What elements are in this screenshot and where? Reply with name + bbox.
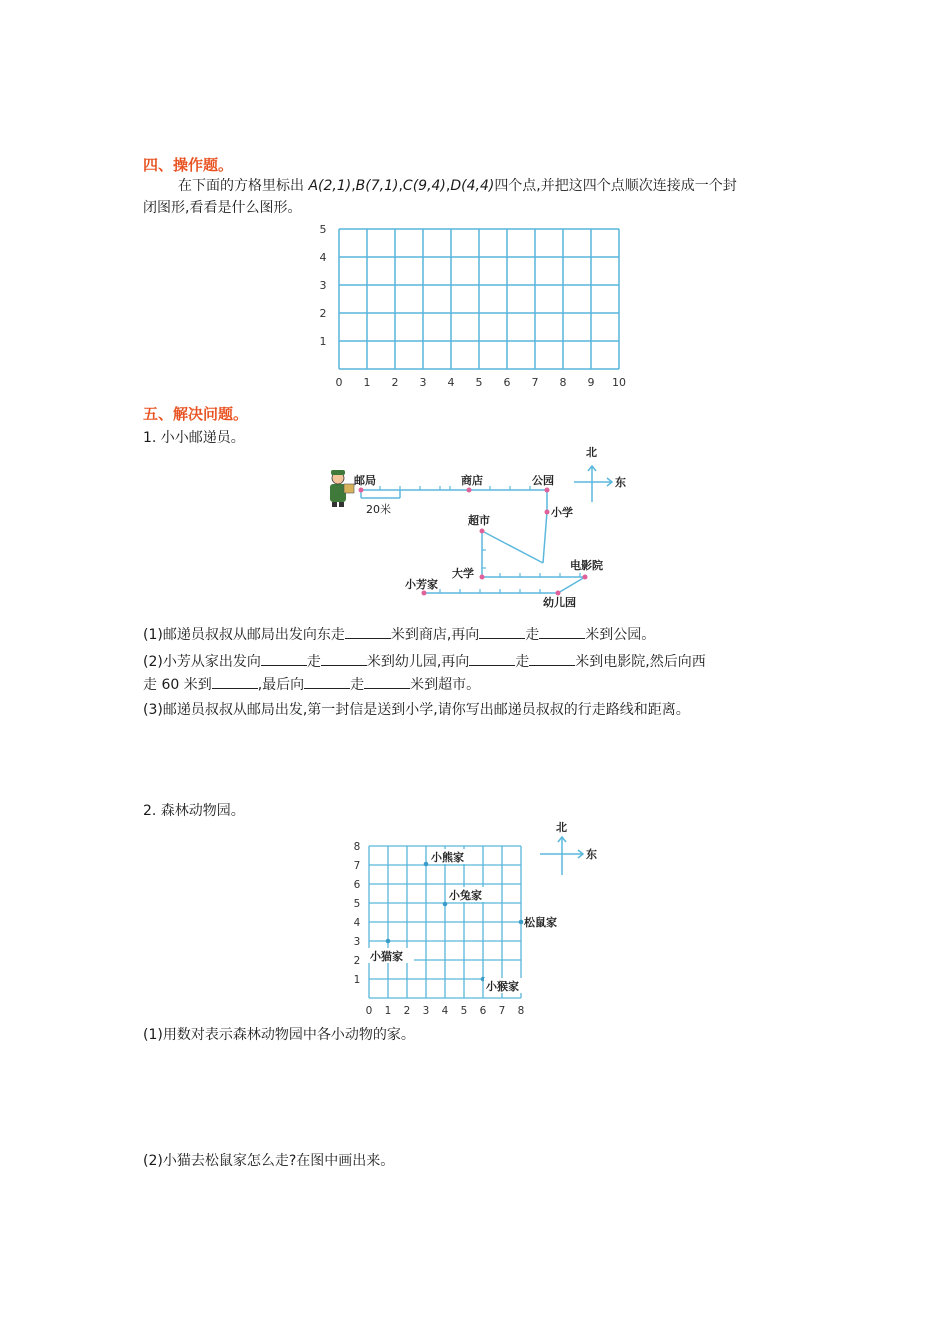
bear-home-dot — [424, 862, 429, 867]
compass-east: 东 — [615, 476, 626, 489]
point-d: D(4,4) — [450, 178, 495, 194]
answer-blank[interactable] — [345, 624, 391, 639]
section-4-instruction-line1: 在下面的方格里标出 A(2,1),B(7,1),C(9,4),D(4,4)四个点,并把这四个点顺次连接成一个封 — [178, 178, 737, 194]
x-tick-label: 1 — [384, 1005, 392, 1017]
rabbit-home-dot — [443, 902, 448, 907]
compass-east: 东 — [586, 848, 597, 861]
y-tick-label: 8 — [353, 841, 361, 853]
answer-blank[interactable] — [364, 674, 410, 689]
xiaofang-home-dot — [422, 591, 427, 596]
section-4-instruction-line2: 闭图形,看看是什么图形。 — [143, 200, 302, 216]
label-scale: 20米 — [366, 503, 391, 516]
question-1-title: 1. 小小邮递员。 — [143, 430, 245, 446]
x-tick-label: 3 — [422, 1005, 430, 1017]
label-rabbit-home: 小兔家 — [449, 889, 482, 902]
label-monkey-home: 小猴家 — [486, 980, 519, 993]
postman-icon — [330, 470, 354, 507]
school-dot — [545, 510, 550, 515]
q1-part3: (3)邮递员叔叔从邮局出发,第一封信是送到小学,请你写出邮递员叔叔的行走路线和距离。 — [143, 702, 690, 718]
cat-home-dot — [386, 939, 391, 944]
q1-p2b-text: 米到超市。 — [410, 677, 481, 693]
supermarket-dot — [480, 529, 485, 534]
label-xiaofang-home: 小芳家 — [405, 578, 438, 591]
label-kindergarten: 幼儿园 — [543, 596, 576, 609]
route-diagonal-to-supermarket — [482, 531, 543, 563]
q1-part2 — [143, 651, 706, 673]
compass-icon — [574, 466, 612, 502]
question-2-title: 2. 森林动物园。 — [143, 803, 245, 819]
label-university: 大学 — [452, 567, 474, 580]
q1-p2b-text: 走 60 米到 — [143, 677, 212, 693]
y-tick-label: 3 — [353, 936, 361, 948]
x-tick-label: 2 — [391, 376, 399, 389]
answer-blank[interactable] — [212, 674, 258, 689]
q1-p2-text: 米到幼儿园,再向 — [366, 654, 470, 670]
section-5-heading: 五、解决问题。 — [143, 405, 249, 423]
x-tick-label: 8 — [559, 376, 567, 389]
y-tick-label: 1 — [353, 974, 361, 986]
compass-icon — [540, 837, 583, 875]
q1-p1-text: 米到公园。 — [585, 627, 656, 643]
compass-north: 北 — [556, 821, 567, 834]
q1-p2-text: 米到电影院,然后向西 — [575, 654, 706, 670]
postman-route-map — [320, 440, 640, 612]
x-tick-label: 9 — [587, 376, 595, 389]
answer-blank[interactable] — [321, 651, 367, 666]
label-cat-home: 小猫家 — [370, 950, 403, 963]
q1-p1-text: 米到商店,再向 — [390, 627, 480, 643]
x-tick-label: 6 — [479, 1005, 487, 1017]
y-tick-label: 7 — [353, 860, 361, 872]
x-tick-label: 0 — [335, 376, 343, 389]
label-park: 公园 — [532, 474, 554, 487]
q1-p1-text: 走 — [525, 627, 540, 643]
q1-p1-text: (1)邮递员叔叔从邮局出发向东走 — [143, 627, 345, 643]
x-tick-label: 7 — [498, 1005, 506, 1017]
label-school: 小学 — [551, 506, 573, 519]
zoo-coordinate-grid[interactable] — [340, 815, 610, 1020]
x-tick-label: 6 — [503, 376, 511, 389]
instruction-prefix: 在下面的方格里标出 — [178, 178, 309, 194]
answer-blank[interactable] — [304, 674, 350, 689]
q1-p2-text: 走 — [515, 654, 530, 670]
x-tick-label: 2 — [403, 1005, 411, 1017]
answer-blank[interactable] — [469, 651, 515, 666]
route-cinema-to-kindergarten — [558, 577, 585, 593]
x-tick-label: 5 — [475, 376, 483, 389]
university-dot — [480, 575, 485, 580]
section-4-heading: 四、操作题。 — [143, 156, 234, 174]
y-tick-label: 4 — [353, 917, 361, 929]
answer-blank[interactable] — [539, 624, 585, 639]
label-bear-home: 小熊家 — [431, 851, 464, 864]
q1-p2b-text: ,最后向 — [257, 677, 305, 693]
park-dot — [545, 488, 550, 493]
y-tick-label: 3 — [319, 279, 327, 292]
y-tick-label: 2 — [319, 307, 327, 320]
route-school-down — [543, 512, 547, 563]
coordinate-grid-10x5[interactable] — [300, 218, 650, 393]
x-tick-label: 8 — [517, 1005, 525, 1017]
label-squirrel-home: 松鼠家 — [524, 916, 557, 929]
x-tick-label: 7 — [531, 376, 539, 389]
q2-part1: (1)用数对表示森林动物园中各小动物的家。 — [143, 1027, 415, 1043]
x-tick-label: 5 — [460, 1005, 468, 1017]
instruction-suffix: 四个点,并把这四个点顺次连接成一个封 — [494, 178, 737, 194]
y-tick-label: 1 — [319, 335, 327, 348]
x-tick-label: 1 — [363, 376, 371, 389]
answer-blank[interactable] — [479, 624, 525, 639]
q2-part2: (2)小猫去松鼠家怎么走?在图中画出来。 — [143, 1153, 395, 1169]
answer-blank[interactable] — [261, 651, 307, 666]
y-tick-label: 4 — [319, 251, 327, 264]
label-shop: 商店 — [461, 474, 483, 487]
cinema-dot — [583, 575, 588, 580]
x-tick-label: 0 — [365, 1005, 373, 1017]
kindergarten-dot — [556, 591, 561, 596]
y-tick-label: 5 — [353, 898, 361, 910]
x-tick-label: 4 — [447, 376, 455, 389]
q1-part2-cont — [143, 674, 480, 696]
label-post-office: 邮局 — [354, 474, 376, 487]
q1-p2b-text: 走 — [350, 677, 365, 693]
q1-p2-text: (2)小芳从家出发向 — [143, 654, 261, 670]
q1-p2-text: 走 — [306, 654, 321, 670]
squirrel-home-dot — [519, 920, 524, 925]
post-office-dot — [359, 488, 364, 493]
point-b: B(7,1) — [355, 178, 399, 194]
label-supermarket: 超市 — [468, 514, 490, 527]
x-tick-label: 3 — [419, 376, 427, 389]
compass-north: 北 — [586, 446, 597, 459]
x-tick-label: 10 — [612, 376, 626, 389]
y-tick-label: 2 — [353, 955, 361, 967]
answer-blank[interactable] — [529, 651, 575, 666]
point-a: A(2,1) — [308, 178, 352, 194]
q1-part1 — [143, 624, 655, 646]
point-c: C(9,4) — [402, 178, 446, 194]
y-tick-label: 5 — [319, 223, 327, 236]
label-cinema: 电影院 — [570, 559, 603, 572]
y-tick-label: 6 — [353, 879, 361, 891]
shop-dot — [467, 488, 472, 493]
x-tick-label: 4 — [441, 1005, 449, 1017]
